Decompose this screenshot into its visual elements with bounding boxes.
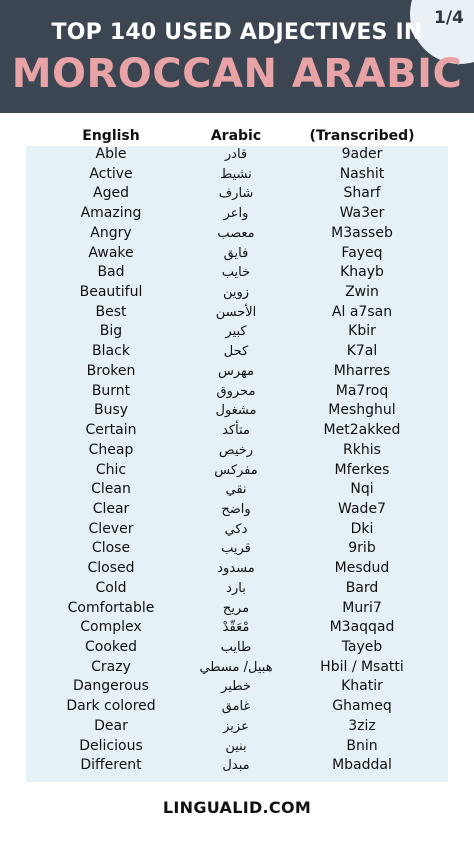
cell-arabic: هبيل/ مسطي (199, 659, 273, 675)
cell-transcribed: Ghameq (332, 698, 392, 715)
cell-transcribed: Fayeq (341, 244, 383, 261)
table-row (26, 539, 448, 559)
table-row (26, 342, 448, 362)
cell-transcribed: Meshghul (328, 402, 396, 419)
cell-english: Clear (92, 500, 130, 517)
cell-arabic: شارف (218, 186, 254, 202)
cell-transcribed: Khayb (340, 264, 384, 281)
table-row (26, 500, 448, 520)
cell-arabic: نقي (225, 482, 247, 498)
cell-english: Beautiful (79, 284, 143, 301)
cell-english: Certain (85, 422, 137, 439)
table-row (26, 697, 448, 717)
cell-transcribed: 9rib (348, 540, 376, 557)
cell-transcribed: Bnin (346, 737, 378, 754)
cell-arabic: رخيص (218, 442, 254, 458)
cell-english: Closed (87, 560, 135, 577)
cell-english: Big (99, 323, 123, 340)
cell-english: Chic (95, 461, 127, 478)
column-header-english: English (82, 128, 140, 144)
cell-english: Complex (80, 619, 142, 636)
table-row (26, 322, 448, 342)
cell-arabic: بنين (225, 738, 247, 754)
table-row (26, 579, 448, 599)
cell-transcribed: Mesdud (334, 560, 390, 577)
cell-english: Broken (86, 362, 136, 379)
table-row (26, 480, 448, 500)
cell-transcribed: Nashit (339, 165, 385, 182)
cell-english: Clean (91, 481, 131, 498)
cell-arabic: غامق (221, 699, 251, 715)
cell-english: Different (80, 757, 142, 774)
cell-english: Black (92, 343, 130, 360)
cell-english: Cooked (84, 638, 137, 655)
cell-transcribed: Bard (345, 579, 379, 596)
cell-arabic: محروق (216, 383, 256, 399)
cell-transcribed: Hbil / Msatti (320, 658, 404, 675)
cell-english: Burnt (91, 382, 131, 399)
header-banner (0, 0, 474, 113)
cell-transcribed: Rkhis (343, 441, 381, 458)
cell-arabic: مبدل (222, 758, 250, 774)
cell-transcribed: Mharres (333, 362, 391, 379)
table-row (26, 382, 448, 402)
cell-arabic: مسدود (217, 561, 255, 577)
cell-english: Amazing (80, 205, 142, 222)
table-row (26, 520, 448, 540)
table-row (26, 401, 448, 421)
table-row (26, 756, 448, 776)
table-row (26, 204, 448, 224)
cell-transcribed: Wa3er (339, 205, 385, 222)
page-indicator: 1/4 (434, 8, 464, 28)
cell-english: Cheap (88, 441, 134, 458)
cell-english: Clever (88, 520, 134, 537)
cell-transcribed: 9ader (341, 146, 383, 162)
cell-transcribed: 3ziz (348, 717, 376, 734)
table-row (26, 677, 448, 697)
table-row (26, 618, 448, 638)
cell-english: Cold (95, 579, 127, 596)
cell-english: Bad (97, 264, 125, 281)
cell-arabic: الأحسن (215, 304, 257, 320)
table-row (26, 283, 448, 303)
cell-arabic: مفركس (214, 462, 258, 478)
cell-english: Active (89, 165, 133, 182)
cell-transcribed: Nqi (350, 481, 374, 498)
cell-arabic: متأكد (222, 423, 250, 439)
cell-transcribed: M3aqqad (329, 619, 395, 636)
cell-arabic: كحل (223, 344, 249, 360)
cell-arabic: مْعَقّدْ (222, 620, 250, 636)
cell-arabic: طايب (220, 639, 252, 655)
table-row (26, 184, 448, 204)
column-header-arabic: Arabic (210, 128, 262, 144)
footer-site: LINGUALID.COM (162, 798, 312, 817)
cell-transcribed: Kbir (348, 323, 376, 340)
table-row (26, 165, 448, 185)
cell-english: Dear (94, 717, 128, 734)
table-row (26, 638, 448, 658)
table-row (26, 559, 448, 579)
cell-english: Best (95, 303, 127, 320)
column-header-transcribed: (Transcribed) (309, 128, 415, 144)
cell-transcribed: Mbaddal (332, 757, 392, 774)
cell-arabic: زوين (222, 285, 250, 301)
cell-arabic: مشغول (215, 403, 257, 419)
cell-transcribed: Mferkes (334, 461, 390, 478)
cell-arabic: واعر (223, 206, 249, 222)
cell-arabic: فايق (223, 245, 249, 261)
table-row (26, 658, 448, 678)
cell-english: Awake (88, 244, 134, 261)
cell-transcribed: Sharf (343, 185, 381, 202)
cell-english: Dangerous (73, 678, 149, 695)
table-row (26, 461, 448, 481)
cell-transcribed: M3asseb (331, 224, 393, 241)
table-row (26, 441, 448, 461)
cell-arabic: خطير (221, 679, 251, 695)
table-row (26, 717, 448, 737)
cell-arabic: بارد (226, 580, 246, 596)
cell-arabic: مريح (222, 600, 250, 616)
cell-arabic: قريب (221, 541, 251, 557)
cell-english: Busy (93, 402, 129, 419)
cell-transcribed: Zwin (345, 284, 379, 301)
cell-english: Able (95, 146, 127, 162)
cell-arabic: مهرس (218, 363, 254, 379)
cell-english: Aged (93, 185, 129, 202)
cell-arabic: نشيط (220, 166, 252, 182)
cell-transcribed: Muri7 (342, 599, 382, 616)
table-row (26, 362, 448, 382)
cell-transcribed: Wade7 (338, 500, 386, 517)
table-row (26, 599, 448, 619)
cell-arabic: كبير (225, 324, 247, 340)
table-row (26, 421, 448, 441)
cell-arabic: دكي (224, 521, 248, 537)
cell-transcribed: K7al (346, 343, 378, 360)
table-row (26, 145, 448, 165)
cell-arabic: قادر (224, 147, 248, 162)
cell-transcribed: Dki (350, 520, 374, 537)
cell-transcribed: Met2akked (323, 422, 401, 439)
cell-english: Comfortable (67, 599, 155, 616)
cell-transcribed: Khatir (341, 678, 383, 695)
cell-english: Delicious (79, 737, 143, 754)
table-row (26, 263, 448, 283)
vocabulary-table (26, 145, 448, 776)
cell-arabic: واضح (221, 501, 251, 517)
cell-arabic: خايب (221, 265, 251, 281)
table-row (26, 737, 448, 757)
table-row (26, 244, 448, 264)
cell-arabic: معصب (217, 225, 255, 241)
cell-english: Crazy (91, 658, 131, 675)
title-main: MOROCCAN ARABIC (11, 51, 463, 97)
cell-transcribed: Tayeb (341, 638, 383, 655)
cell-english: Close (91, 540, 131, 557)
cell-english: Angry (90, 224, 132, 241)
cell-arabic: عزيز (223, 718, 249, 734)
cell-transcribed: Ma7roq (335, 382, 389, 399)
title-top: TOP 140 USED ADJECTIVES IN (51, 20, 423, 45)
table-row (26, 224, 448, 244)
cell-english: Dark colored (66, 698, 156, 715)
table-row (26, 303, 448, 323)
cell-transcribed: Al a7san (331, 303, 393, 320)
